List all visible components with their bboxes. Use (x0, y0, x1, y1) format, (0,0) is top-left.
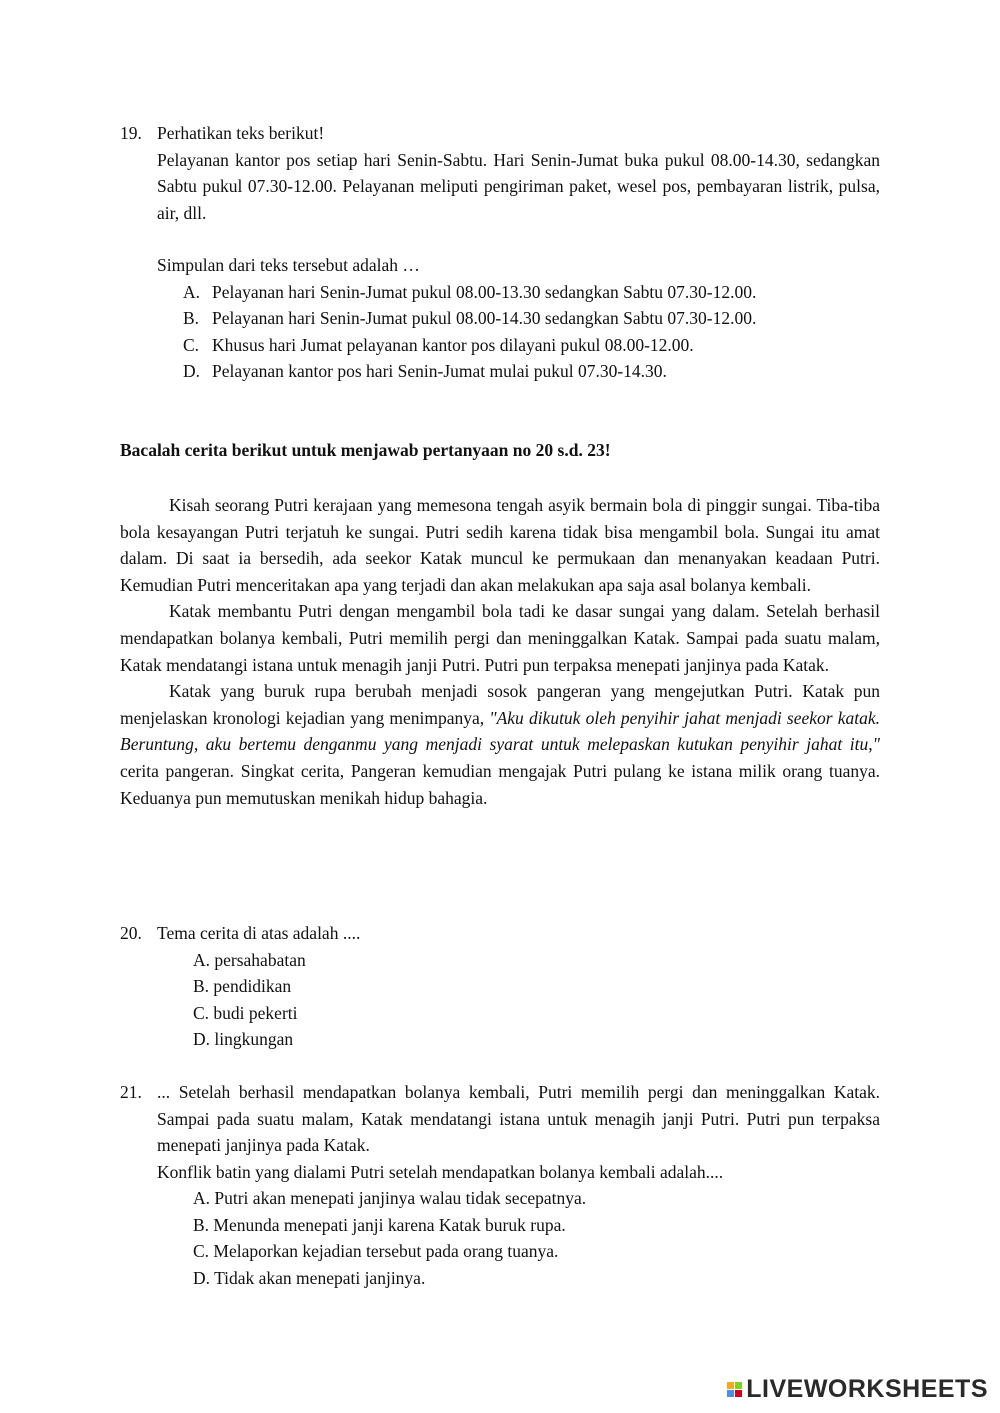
option-b[interactable]: B. Menunda menepati janji karena Katak buruk rupa. (193, 1214, 566, 1235)
question-number: 21. (120, 1082, 142, 1102)
liveworksheets-logo (727, 1375, 988, 1404)
option-list (183, 279, 880, 385)
option-a[interactable]: A. persahabatan (193, 949, 306, 970)
question-excerpt: ... Setelah berhasil mendapatkan bolanya kembali, Putri memilih pergi dan meninggalkan Katak. Sampai pada suatu malam, Katak mendatangi istana untuk menagih janji Putri. Putri pun terpaksa menepati janjinya pada Katak. (157, 1082, 880, 1155)
story-paragraph: Katak membantu Putri dengan mengambil bola tadi ke dasar sungai yang dalam. Setelah berhasil mendapatkan bolanya kembali, Putri memilih pergi dan meninggalkan Katak. Sampai pada suatu malam, Katak mendatangi istana untuk menagih janji Putri. Putri pun terpaksa menepati janjinya pada Katak. (120, 601, 880, 675)
question-number: 19. (120, 123, 142, 143)
option-c[interactable]: C. Melaporkan kejadian tersebut pada orang tuanya. (193, 1241, 559, 1261)
question-passage: Pelayanan kantor pos setiap hari Senin-Sabtu. Hari Senin-Jumat buka pukul 08.00-14.30, sedangkan Sabtu pukul 07.30-12.00. Pelayanan meliputi pengiriman paket, wesel pos, pembayaran listrik, pulsa, air, dll. (157, 149, 880, 223)
question-prompt: Konflik batin yang dialami Putri setelah mendapatkan bolanya kembali adalah.... (157, 1161, 724, 1182)
option-a[interactable]: A. Putri akan menepati janjinya walau tidak secepatnya. (193, 1188, 587, 1208)
question-intro: Perhatikan teks berikut! (157, 123, 325, 143)
logo-mark-icon (727, 1382, 742, 1397)
question-prompt: Tema cerita di atas adalah .... (157, 923, 361, 943)
question-prompt: Simpulan dari teks tersebut adalah … (157, 255, 420, 275)
option-d[interactable]: D. lingkungan (193, 1029, 294, 1049)
option-list (193, 947, 880, 1053)
option-c[interactable]: C. Khusus hari Jumat pelayanan kantor pos dilayani pukul 08.00-12.00. (183, 334, 694, 355)
story-paragraph: Katak yang buruk rupa berubah menjadi sosok pangeran yang mengejutkan Putri. Katak pun menjelaskan kronologi kejadian yang menimpanya, "Aku dikutuk oleh penyihir jahat menjadi seekor katak. Beruntung, aku bertemu denganmu yang menjadi syarat untuk melepaskan kutukan penyihir jahat itu," cerita pangeran. Singkat cerita, Pangeran kemudian mengajak Putri pulang ke istana milik orang tuanya. Keduanya pun memutuskan menikah hidup bahagia. (120, 681, 880, 808)
option-list (193, 1185, 880, 1291)
section-heading: Bacalah cerita berikut untuk menjawab pertanyaan no 20 s.d. 23! (120, 440, 611, 460)
story-quote: "Aku dikutuk oleh penyihir jahat menjadi seekor katak. Beruntung, aku bertemu denganmu yang menjadi syarat untuk melepaskan kutukan penyihir jahat itu," (120, 707, 880, 755)
option-c[interactable]: C. budi pekerti (193, 1002, 298, 1023)
question-21 (120, 1079, 880, 1291)
question-number: 20. (120, 923, 142, 943)
option-a[interactable]: A. Pelayanan hari Senin-Jumat pukul 08.00-13.30 sedangkan Sabtu 07.30-12.00. (183, 281, 757, 302)
option-b[interactable]: B. pendidikan (193, 976, 292, 996)
question-20 (120, 920, 880, 1053)
logo-text: LIVEWORKSHEETS (746, 1375, 988, 1403)
option-d[interactable]: D. Pelayanan kantor pos hari Senin-Jumat mulai pukul 07.30-14.30. (183, 361, 667, 381)
story-paragraph: Kisah seorang Putri kerajaan yang memesona tengah asyik bermain bola di pinggir sungai. Tiba-tiba bola kesayangan Putri terjatuh ke sungai. Putri sedih karena tidak bisa mengambil bola. Sungai itu amat dalam. Di saat ia bersedih, ada seekor Katak muncul ke permukaan dan menanyakan keadaan Putri. Kemudian Putri menceritakan apa yang terjadi dan akan melakukan apa saja asal bolanya kembali. (120, 495, 880, 595)
option-b[interactable]: B. Pelayanan hari Senin-Jumat pukul 08.00-14.30 sedangkan Sabtu 07.30-12.00. (183, 308, 757, 328)
option-d[interactable]: D. Tidak akan menepati janjinya. (193, 1267, 426, 1288)
story-passage (120, 492, 880, 811)
question-19 (120, 120, 880, 385)
